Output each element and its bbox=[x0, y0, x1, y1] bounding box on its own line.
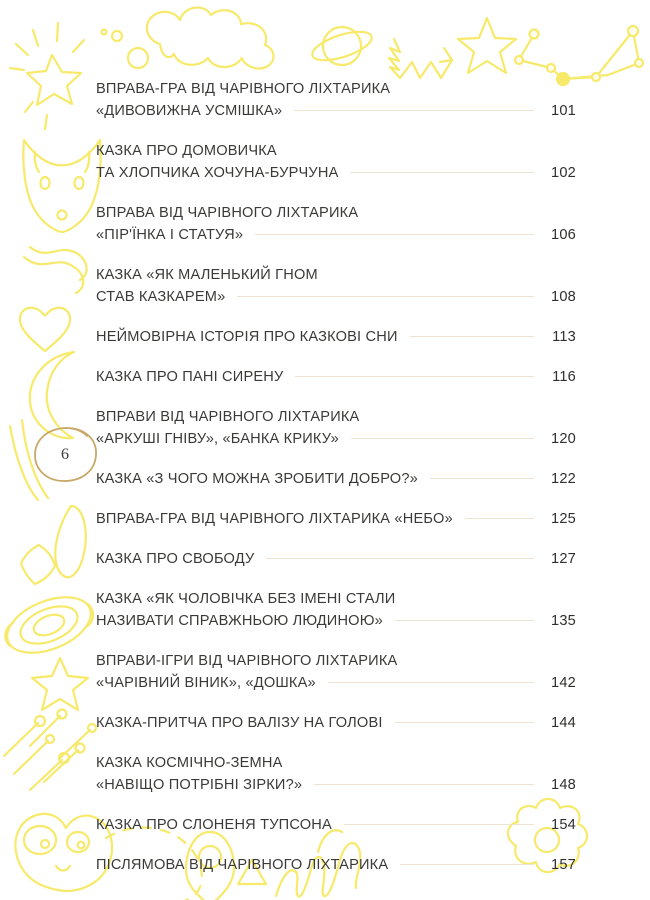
toc-entry-line bbox=[96, 286, 576, 308]
toc-entry[interactable] bbox=[96, 854, 576, 876]
toc-entry-line bbox=[96, 78, 576, 100]
toc-entry-title: «ДИВОВИЖНА УСМІШКА» bbox=[96, 103, 283, 119]
toc-entry-title: ВПРАВА-ГРА ВІД ЧАРІВНОГО ЛІХТАРИКА bbox=[96, 81, 391, 97]
toc-entry-title: КАЗКА «ЯК МАЛЕНЬКИЙ ГНОМ bbox=[96, 267, 318, 283]
toc-entry[interactable] bbox=[96, 752, 576, 796]
toc-entry[interactable] bbox=[96, 140, 576, 184]
toc-entry-line bbox=[96, 264, 576, 286]
toc-entry[interactable] bbox=[96, 814, 576, 836]
constellation-icon bbox=[515, 26, 643, 85]
toc-page-number: 113 bbox=[552, 329, 576, 345]
toc-entry-title: ВПРАВИ-ІГРИ ВІД ЧАРІВНОГО ЛІХТАРИКА bbox=[96, 653, 398, 669]
toc-entry-title: НЕЙМОВІРНА ІСТОРІЯ ПРО КАЗКОВІ СНИ bbox=[96, 329, 398, 345]
toc-page-number: 135 bbox=[551, 613, 576, 629]
toc-page-number: 148 bbox=[551, 777, 576, 793]
toc-page-number: 101 bbox=[551, 103, 576, 119]
cloud-icon bbox=[147, 8, 274, 69]
toc-entry-title: «ЧАРІВНИЙ ВІНИК», «ДОШКА» bbox=[96, 675, 316, 691]
toc-entry-line bbox=[96, 672, 576, 694]
small-circles-icon bbox=[102, 30, 148, 68]
toc-entry-line bbox=[96, 468, 576, 490]
toc-leader-line bbox=[395, 722, 534, 723]
heart-icon bbox=[20, 308, 70, 351]
toc-entry[interactable] bbox=[96, 508, 576, 530]
star-icon bbox=[458, 18, 516, 73]
galaxy-spiral-icon bbox=[0, 586, 99, 663]
toc-entry[interactable] bbox=[96, 406, 576, 450]
planet-with-ring-icon bbox=[309, 26, 375, 66]
toc-leader-line bbox=[410, 336, 534, 337]
toc-entry-title: «АРКУШІ ГНІВУ», «БАНКА КРИКУ» bbox=[96, 431, 339, 447]
toc-entry-title: КАЗКА КОСМІЧНО-ЗЕМНА bbox=[96, 755, 283, 771]
fox-face-icon bbox=[23, 140, 100, 232]
toc-entry-line bbox=[96, 814, 576, 836]
wavy-lines-icon bbox=[24, 247, 87, 293]
toc-entry[interactable] bbox=[96, 650, 576, 694]
page-number-badge bbox=[36, 426, 94, 484]
toc-entry-title: КАЗКА «ЯК ЧОЛОВІЧКА БЕЗ ІМЕНІ СТАЛИ bbox=[96, 591, 396, 607]
toc-leader-line bbox=[400, 864, 534, 865]
star-outline-icon bbox=[32, 658, 88, 710]
toc-entry[interactable] bbox=[96, 326, 576, 348]
toc-entry[interactable] bbox=[96, 468, 576, 490]
toc-page-number: 120 bbox=[551, 431, 576, 447]
toc-entry-title: КАЗКА ПРО ДОМОВИЧКА bbox=[96, 143, 277, 159]
toc-leader-line bbox=[314, 784, 534, 785]
toc-leader-line bbox=[395, 620, 534, 621]
toc-entry-title: КАЗКА-ПРИТЧА ПРО ВАЛІЗУ НА ГОЛОВІ bbox=[96, 715, 383, 731]
toc-entry-line bbox=[96, 548, 576, 570]
toc-entry[interactable] bbox=[96, 548, 576, 570]
toc-entry-title: ПІСЛЯМОВА ВІД ЧАРІВНОГО ЛІХТАРИКА bbox=[96, 857, 389, 873]
toc-entry-title: ВПРАВА ВІД ЧАРІВНОГО ЛІХТАРИКА bbox=[96, 205, 359, 221]
toc-entry[interactable] bbox=[96, 78, 576, 122]
toc-entry-line bbox=[96, 752, 576, 774]
toc-entry[interactable] bbox=[96, 712, 576, 734]
toc-entry-line bbox=[96, 140, 576, 162]
toc-entry-line bbox=[96, 428, 576, 450]
toc-entry-line bbox=[96, 508, 576, 530]
toc-page-number: 157 bbox=[551, 857, 576, 873]
sparkle-icon bbox=[21, 545, 55, 584]
toc-page-number: 116 bbox=[552, 369, 576, 385]
toc-entry[interactable] bbox=[96, 588, 576, 632]
toc-entry-line bbox=[96, 774, 576, 796]
toc-entry[interactable] bbox=[96, 202, 576, 246]
toc-page-number: 106 bbox=[551, 227, 576, 243]
toc-entry-line bbox=[96, 650, 576, 672]
toc-entry-line bbox=[96, 202, 576, 224]
toc-entry-title: «ПІР'ЇНКА І СТАТУЯ» bbox=[96, 227, 244, 243]
toc-page-number: 125 bbox=[551, 511, 576, 527]
toc-page-number: 122 bbox=[551, 471, 576, 487]
toc-entry-line bbox=[96, 588, 576, 610]
toc-entry-title: КАЗКА ПРО ПАНІ СИРЕНУ bbox=[96, 369, 284, 385]
toc-entry-line bbox=[96, 100, 576, 122]
toc-leader-line bbox=[350, 172, 534, 173]
toc-leader-line bbox=[328, 682, 534, 683]
toc-entry-title: КАЗКА ПРО СЛОНЕНЯ ТУПСОНА bbox=[96, 817, 332, 833]
toc-entry-title: ТА ХЛОПЧИКА ХОЧУНА-БУРЧУНА bbox=[96, 165, 339, 181]
star-burst-icon bbox=[10, 23, 84, 129]
toc-page-number: 144 bbox=[551, 715, 576, 731]
table-of-contents bbox=[96, 78, 576, 876]
toc-entry-title: ВПРАВИ ВІД ЧАРІВНОГО ЛІХТАРИКА bbox=[96, 409, 360, 425]
toc-leader-line bbox=[266, 558, 534, 559]
toc-entry[interactable] bbox=[96, 366, 576, 388]
toc-leader-line bbox=[237, 296, 534, 297]
toc-entry-line bbox=[96, 366, 576, 388]
toc-entry-title: КАЗКА ПРО СВОБОДУ bbox=[96, 551, 255, 567]
toc-leader-line bbox=[294, 110, 534, 111]
toc-entry-title: НАЗИВАТИ СПРАВЖНЬОЮ ЛЮДИНОЮ» bbox=[96, 613, 383, 629]
zigzag-arrow-icon bbox=[389, 39, 452, 78]
toc-entry-title: «НАВІЩО ПОТРІБНІ ЗІРКИ?» bbox=[96, 777, 303, 793]
toc-leader-line bbox=[295, 376, 534, 377]
toc-page-number: 108 bbox=[551, 289, 576, 305]
toc-entry[interactable] bbox=[96, 264, 576, 308]
toc-entry-line bbox=[96, 224, 576, 246]
toc-entry-line bbox=[96, 712, 576, 734]
toc-entry-line bbox=[96, 326, 576, 348]
toc-entry-line bbox=[96, 610, 576, 632]
toc-entry-title: СТАВ КАЗКАРЕМ» bbox=[96, 289, 226, 305]
toc-leader-line bbox=[351, 438, 534, 439]
toc-entry-title: ВПРАВА-ГРА ВІД ЧАРІВНОГО ЛІХТАРИКА «НЕБО» bbox=[96, 511, 453, 527]
toc-leader-line bbox=[255, 234, 534, 235]
toc-page-number: 154 bbox=[551, 817, 576, 833]
leaf-icon bbox=[55, 506, 85, 577]
toc-entry-title: КАЗКА «З ЧОГО МОЖНА ЗРОБИТИ ДОБРО?» bbox=[96, 471, 418, 487]
toc-entry-line bbox=[96, 162, 576, 184]
toc-page-number: 142 bbox=[551, 675, 576, 691]
toc-entry-line bbox=[96, 406, 576, 428]
toc-leader-line bbox=[344, 824, 534, 825]
toc-leader-line bbox=[430, 478, 534, 479]
page-number-text: 6 bbox=[61, 446, 69, 463]
toc-page-number: 102 bbox=[551, 165, 576, 181]
toc-leader-line bbox=[465, 518, 534, 519]
meteor-shower-icon bbox=[4, 710, 96, 791]
toc-entry-line bbox=[96, 854, 576, 876]
toc-page-number: 127 bbox=[551, 551, 576, 567]
